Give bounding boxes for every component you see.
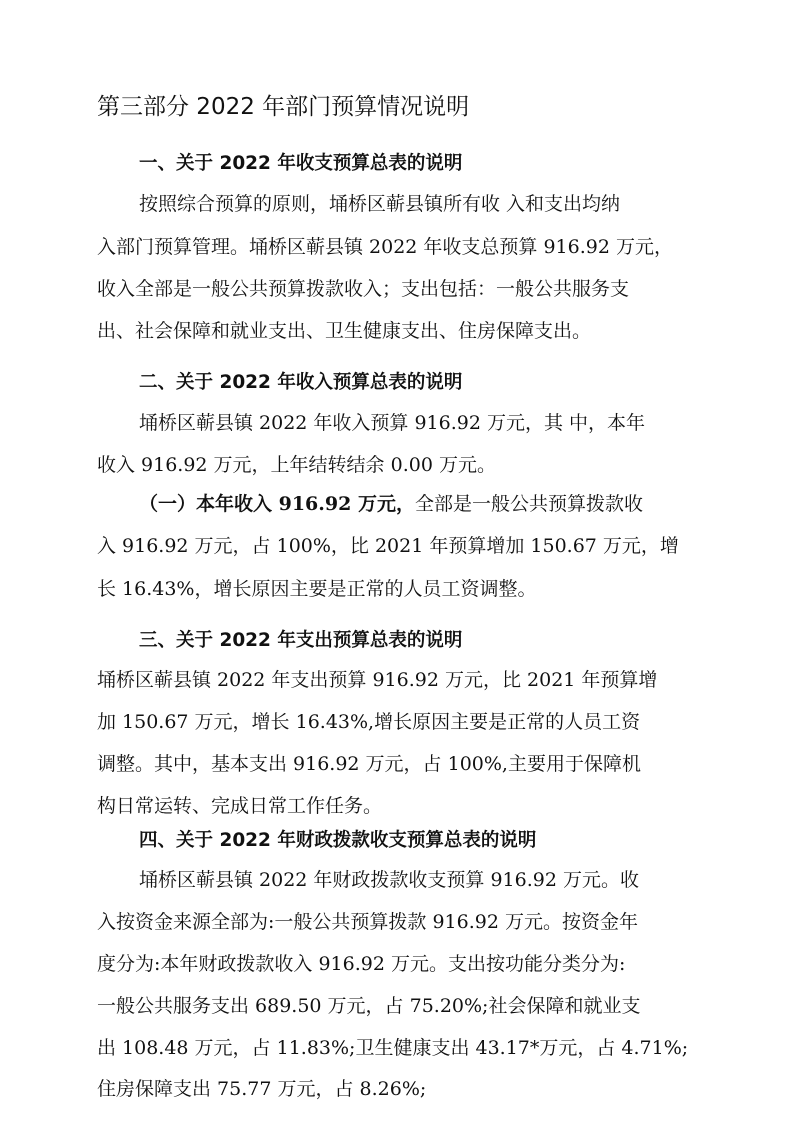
section-1-line-2: 入部门预算管理。埇桥区蕲县镇 2022 年收支总预算 916.92 万元， [97,236,673,258]
section-4-line-4: 一般公共服务支出 689.50 万元，占 75.20%;社会保障和就业支 [97,995,641,1017]
page-title: 第三部分 2022 年部门预算情况说明 [97,94,470,120]
section-2-line-1: 埇桥区蕲县镇 2022 年收入预算 916.92 万元，其 中，本年 [139,412,646,434]
section-3-line-4: 构日常运转、完成日常工作任务。 [97,795,383,817]
section-4-heading: 四、关于 2022 年财政拨款收支预算总表的说明 [139,830,537,851]
section-3-line-2: 加 150.67 万元，增长 16.43%,增长原因主要是正常的人员工资 [97,711,641,733]
section-2-sub-line-2: 入 916.92 万元，占 100%，比 2021 年预算增加 150.67 万元，增 [97,535,679,557]
section-3-heading: 三、关于 2022 年支出预算总表的说明 [139,630,463,651]
section-1-heading: 一、关于 2022 年收支预算总表的说明 [139,153,463,174]
section-4-line-6: 住房保障支出 75.77 万元，占 8.26%; [97,1078,427,1100]
section-4-line-1: 埇桥区蕲县镇 2022 年财政拨款收支预算 916.92 万元。收 [139,869,639,891]
section-1-line-3: 收入全部是一般公共预算拨款收入；支出包括：一般公共服务支 [97,278,630,300]
section-2-line-2: 收入 916.92 万元，上年结转结余 0.00 万元。 [97,454,496,476]
subsection-bold-lead: （一）本年收入 916.92 万元， [139,493,415,515]
section-1-line-1: 按照综合预算的原则，埇桥区蕲县镇所有收 入和支出均纳 [139,193,621,215]
section-4-line-2: 入按资金来源全部为:一般公共预算拨款 916.92 万元。按资金年 [97,911,638,933]
section-4-line-5: 出 108.48 万元，占 11.83%;卫生健康支出 43.17*万元，占 4.71%; [97,1037,689,1059]
section-3-line-3: 调整。其中，基本支出 916.92 万元，占 100%,主要用于保障机 [97,753,641,775]
section-2-heading: 二、关于 2022 年收入预算总表的说明 [139,372,463,393]
section-4-line-3: 度分为:本年财政拨款收入 916.92 万元。支出按功能分类分为: [97,953,626,975]
section-2-subsection-line [139,487,643,521]
section-1-line-4: 出、社会保障和就业支出、卫生健康支出、住房保障支出。 [97,320,592,342]
subsection-rest: 全部是一般公共预算拨款收 [414,493,643,515]
section-3-line-1: 埇桥区蕲县镇 2022 年支出预算 916.92 万元，比 2021 年预算增 [97,669,658,691]
section-2-sub-line-3: 长 16.43%，增长原因主要是正常的人员工资调整。 [97,578,537,600]
